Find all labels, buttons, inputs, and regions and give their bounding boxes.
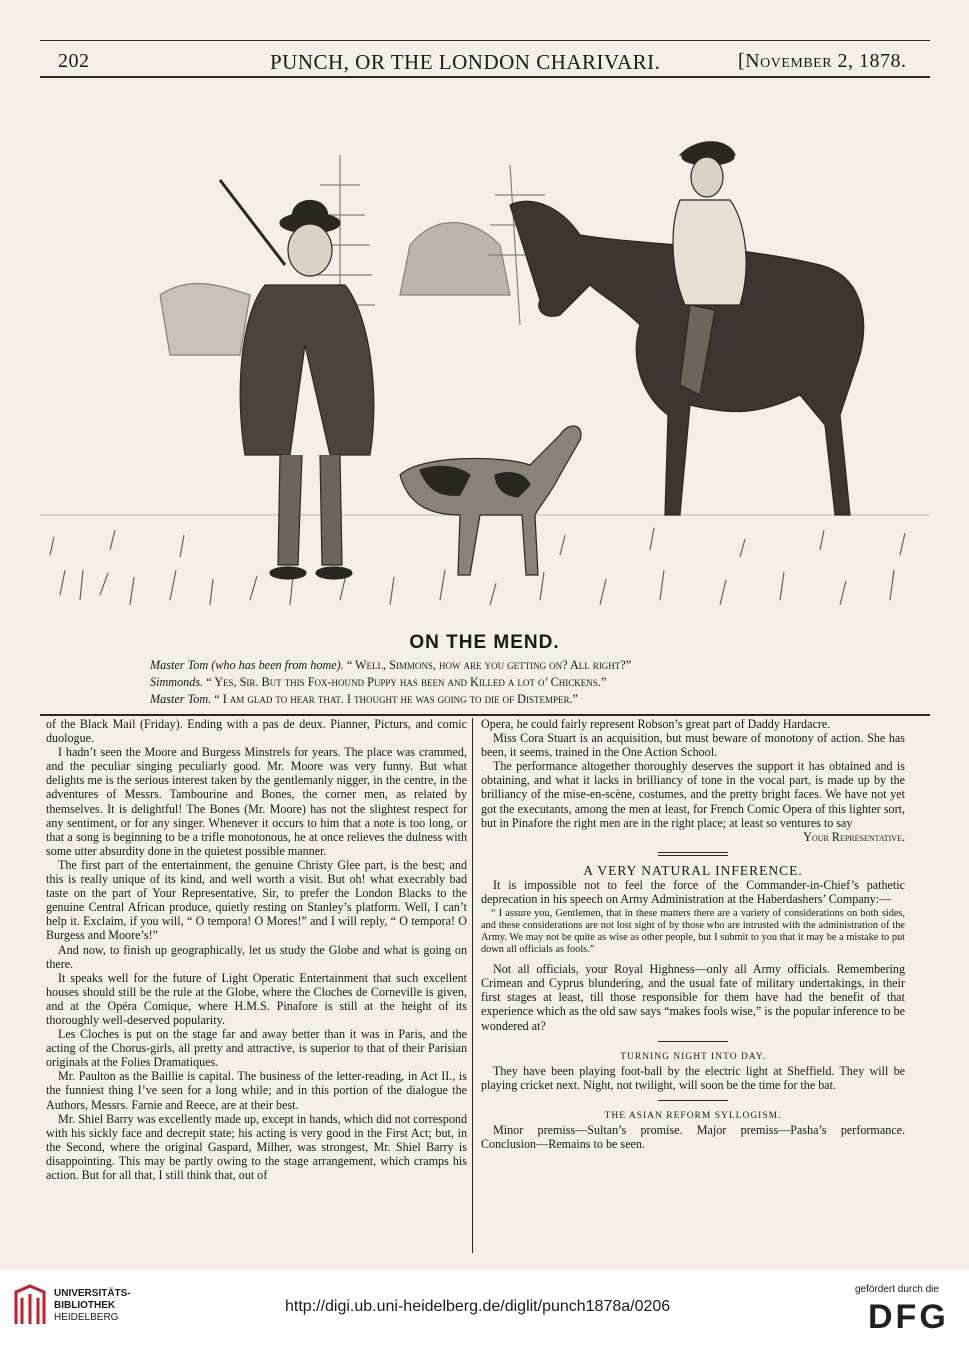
engraving-illustration [40,95,930,625]
library-name-line: UNIVERSITÄTS- [54,1288,131,1299]
section-separator [658,852,728,856]
publication-title: PUNCH, OR THE LONDON CHARIVARI. [270,50,661,74]
man-simmonds [220,180,374,579]
top-rule [40,40,930,41]
section-separator [658,1041,728,1042]
grass [40,515,930,605]
block-quote: “ I assure you, Gentlemen, that in these matters there are a variety of considerations on both sides, and these considerations are not lost sight of by those who are intrusted with the administration of the Army. We may not be quite as wise as other people, but I submit to you that it may be a mistake to put down all officials as fools.” [481,908,905,956]
caption-line-3 [150,691,850,708]
caption-line-2 [150,674,850,691]
dfg-logo: DFG [868,1298,949,1336]
caption-text: “ Yes, Sir. But this Fox-hound Puppy has been and Killed a lot o’ Chickens.” [206,675,607,689]
caption-text: “ I am glad to hear that. I thought he was going to die of Distemper.” [214,692,578,706]
caption-speaker: Master Tom [150,658,209,672]
paragraph: Not all officials, your Royal Highness—only all Army officials. Remembering Crimean and Cyprus blundering, and the usual fate of military undertakings, in their first stages at least, till those responsible for them have had the benefit of that experience which as the old saw says “makes fools wise,” is the popular inference to be wondered at? [481,962,905,1033]
paragraph: Minor premiss—Sultan’s promise. Major premiss—Pasha’s performance. Conclusion—Remains to be seen. [481,1122,905,1152]
paragraph: It speaks well for the future of Light Operatic Entertainment that such excellent houses should still be the rule at the Globe, where the Cloches de Corneville is given, and at the Opéra Comique, where H.M.S. Pinafore is still at the height of its thoroughly well-deserved popularity. [46,970,467,1027]
source-url[interactable]: http://digi.ub.uni-heidelberg.de/diglit/punch1878a/0206 [285,1298,671,1315]
header-rule [40,76,930,78]
library-name-line: HEIDELBERG [54,1312,119,1323]
foxhound-puppy [400,426,581,575]
paragraph: I hadn’t seen the Moore and Burgess Minstrels for years. The place was crammed, and the peculiar singing peculiarly good. Mr. Moore was very funny. But what delights me is the serious interest taken by the gentlemanly nigger, in the centre, in the adventures of Messrs. Tambourine and Bones, the corner men, as related by themselves. It is delightful! The Bones (Mr. Moore) has not the slightest respect for any sentiment, or for any singer. Whenever it occurs to him that a note is too long, or that a song is beginning to be a trifle monotonous, he at once relieves the dulness with some utter absurdity done in the quietest possible manner. [46,745,467,858]
illustration-title: ON THE MEND. [409,632,560,653]
caption-stage-direction: (who has been from home). [211,658,344,672]
digitization-footer [0,1270,969,1347]
left-column [46,717,467,1182]
caption-line-1 [150,657,850,674]
article-heading: THE ASIAN REFORM SYLLOGISM. [604,1110,782,1121]
paragraph: The performance altogether thoroughly deserves the support it has obtained and is obtaining, and what it lacks in brilliancy of tone in the vocal part, is made up by the brilliancy of the mise-en-scène, costumes, and the pretty bright faces. We have not yet got the executants, among the men at least, for French Comic Opera of this lighter sort, but in Pinafore the right men are in the right place; at least so ventures to say [481,759,905,830]
paragraph: And now, to finish up geographically, let us study the Globe and what is going on there. [46,942,467,971]
right-column [481,717,905,1151]
page-number: 202 [58,50,90,72]
caption-speaker: Simmonds. [150,675,204,689]
paragraph: They have been playing foot-ball by the electric light at Sheffield. They will be playing cricket next. Night, not twilight, will soon be the time for the bat. [481,1063,905,1092]
caption-text: “ Well, Simmons, how are you getting on? All right?” [346,658,632,672]
article-heading: TURNING NIGHT INTO DAY. [620,1051,766,1062]
library-name [54,1288,131,1324]
library-logo-icon [12,1284,48,1328]
funding-note: gefördert durch die [855,1284,939,1295]
library-name-line: BIBLIOTHEK [54,1300,116,1311]
paragraph: Opera, he could fairly represent Robson’s great part of Daddy Hardacre. [481,717,831,731]
paragraph: Mr. Paulton as the Baillie is capital. The business of the letter-reading, in Act II., is the funniest thing I’ve seen for a long while; and in this portion of the dialogue the Authors, Messrs. Farnie and Reece, are at their best. [46,1069,467,1112]
paragraph: Mr. Shiel Barry was excellently made up, except in hands, which did not correspond with his sickly face and decrepit state; his acting is very good in the First Act; but, in the Second, where the original Gaspard, Milher, was strongest, Mr. Shiel Barry is disappointing. This may be partly owing to the stage arrangement, which cramps his action. But for all that, I still think that, out of [46,1111,467,1182]
caption-speaker: Master Tom. [150,692,212,706]
paragraph: of the Black Mail (Friday). Ending with a pas de deux. Pianner, Picturs, and comic duologue. [46,717,467,746]
article-heading: A VERY NATURAL INFERENCE. [583,862,803,878]
paragraph: It is impossible not to feel the force of the Commander-in-Chief’s pathetic deprecation in his speech on Army Administration at the Haberdashers’ Company:— [481,877,905,907]
issue-date: [November 2, 1878. [738,50,907,72]
signature: Your Representative. [803,829,905,844]
paragraph: The first part of the entertainment, the genuine Christy Glee part, is the best; and this is really unique of its kind, and well worth a visit. But oh! what execrably bad taste on the part of Your Representative, Sir, to prefer the London Blacks to the genuine Central African produce, quietly resting on Stanley’s platform. Well, I can’t help it. Exclaim, if you will, “ O tempora! O Mores!” and I will reply, “ O tempora! O Burgess and Moore’s!” [46,857,467,943]
caption-rule [40,714,930,716]
column-divider [472,718,473,1253]
section-separator [658,1100,728,1101]
paragraph: Miss Cora Stuart is an acquisition, but must beware of monotony of action. She has been, it seems, trained in the One Action School. [481,731,905,760]
paragraph: Les Cloches is put on the stage far and away better than it was in Paris, and the acting of the Chorus-girls, all pretty and attractive, is superior to that of their Parisian originals at the Folies Dramatiques. [46,1027,467,1070]
